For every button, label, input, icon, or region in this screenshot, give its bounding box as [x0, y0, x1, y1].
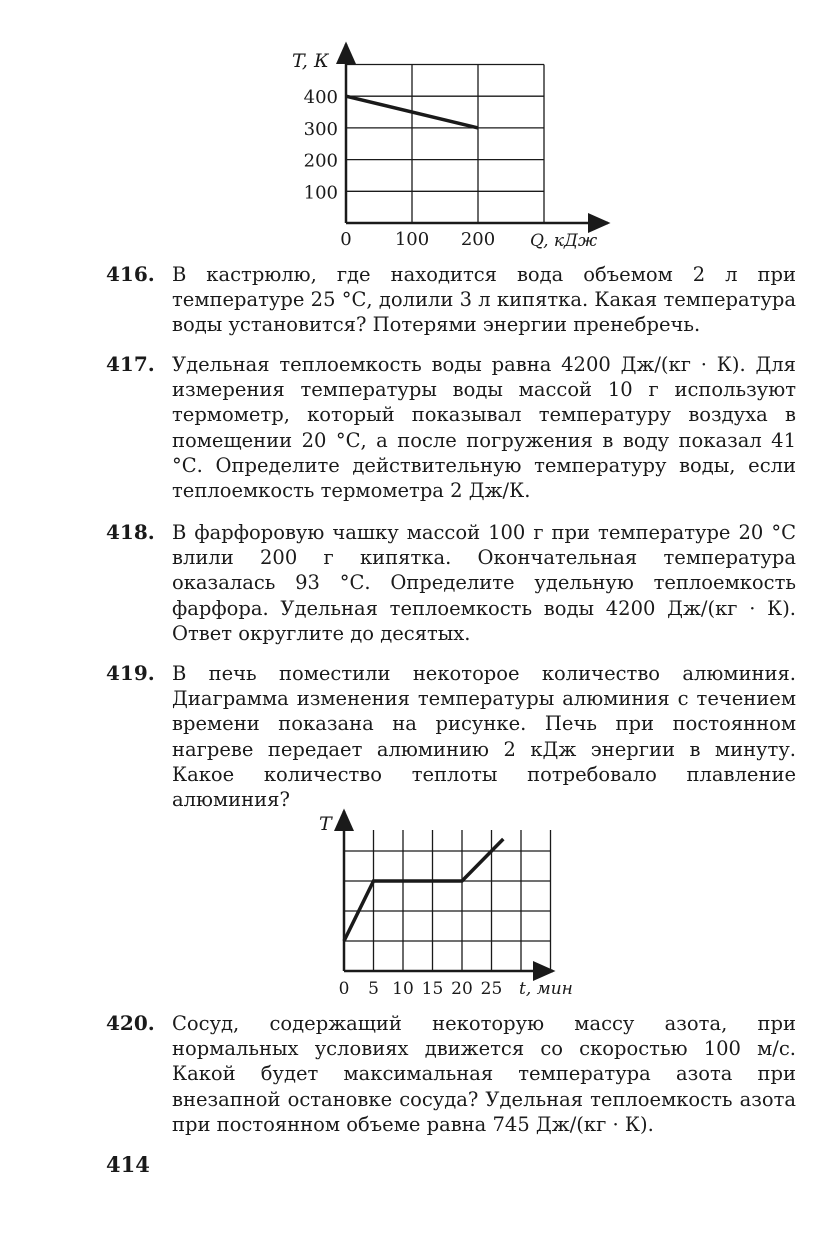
problem-420	[106, 1011, 796, 1137]
problem-text: В печь поместили некоторое количество алюминия. Диаграмма изменения температуры алюминия с течением времени показана на рисунке. Печь при постоянном нагреве передает алюминию 2 кДж энергии в минуту. Какое количество теплоты потребовало плавление алюминия?	[172, 662, 796, 812]
x-axis-label: t, мин	[519, 979, 573, 999]
problem-text: Сосуд, содержащий некоторую массу азота, при нормальных условиях движется со скоростью 100 м/с. Какой будет максимальная температура азота при внезапной остановке сосуда? Удельная теплоемкость азота при постоянном объеме равна 745 Дж/(кг · К).	[172, 1012, 796, 1136]
x-tick-label: 20	[451, 979, 473, 999]
problem-text: В фарфоровую чашку массой 100 г при температуре 20 °С влили 200 г кипятка. Окончательная температура оказалась 93 °С. Определите удельную теплоемкость фарфора. Удельная теплоемкость воды 4200 Дж/(кг · К). Ответ округлите до десятых.	[172, 521, 796, 645]
x-tick-label: 200	[460, 229, 496, 250]
problem-number: 419.	[106, 661, 155, 685]
page-number: 414	[106, 1152, 150, 1177]
problem-416	[106, 262, 796, 338]
problem-number: 420.	[106, 1011, 155, 1035]
problem-number: 416.	[106, 262, 155, 286]
x-tick-label: 0	[338, 979, 350, 999]
x-axis-label: Q, кДж	[530, 231, 598, 251]
y-axis-label: T	[319, 813, 332, 835]
problem-417	[106, 352, 796, 503]
y-tick-label: 300	[303, 118, 338, 140]
problem-419	[106, 661, 796, 812]
temperature-heat-chart	[280, 38, 620, 252]
aluminium-temperature-chart	[315, 805, 615, 1000]
x-tick-label: 100	[394, 229, 430, 250]
series-line	[344, 839, 503, 941]
chart-grid	[346, 65, 544, 224]
y-tick-label: 200	[303, 150, 338, 172]
problem-418	[106, 520, 796, 646]
problem-number: 418.	[106, 520, 155, 544]
y-axis-label: T, К	[292, 50, 329, 72]
x-tick-label: 15	[421, 979, 444, 999]
problem-text: В кастрюлю, где находится вода объемом 2 л при температуре 25 °С, долили 3 л кипятка. Какая температура воды установится? Потерями энергии пренебречь.	[172, 263, 796, 337]
x-tick-label: 10	[392, 979, 414, 999]
problem-text: Удельная теплоемкость воды равна 4200 Дж/(кг · К). Для измерения температуры воды массой 10 г используют термометр, который показывал температуру воздуха в помещении 20 °С, а после погружения в воду показал 41 °С. Определите действительную температуру воды, если теплоемкость термометра 2 Дж/К.	[172, 353, 796, 503]
problem-number: 417.	[106, 352, 155, 376]
x-tick-label: 25	[480, 979, 503, 999]
y-tick-label: 100	[303, 182, 338, 204]
x-tick-label: 5	[368, 979, 379, 999]
y-tick-label: 400	[303, 87, 338, 109]
x-tick-label: 0	[340, 229, 352, 250]
chart-grid	[344, 830, 551, 971]
